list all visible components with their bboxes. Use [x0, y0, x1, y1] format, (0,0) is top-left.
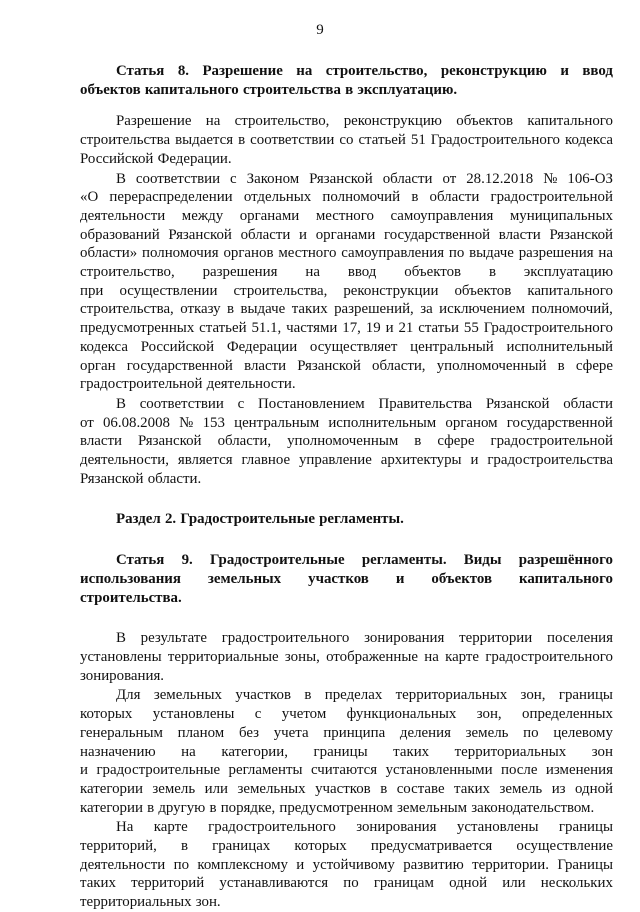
- text-line: кодекса Российской Федерации осуществляет центральный исполнительный: [80, 338, 613, 355]
- text-line: В соответствии с Постановлением Правительства Рязанской области: [116, 395, 613, 412]
- text-line: деятельности между органами местного самоуправления муниципальных: [80, 207, 613, 224]
- text-line: объектов капитального строительства в эксплуатацию.: [80, 81, 458, 98]
- article-8-heading: [80, 62, 613, 99]
- article-9-paragraph-3: [80, 818, 613, 912]
- article-9-paragraph-1: [80, 629, 613, 685]
- text-line: категории земель или земельных участков в составе таких земель из одной: [80, 780, 613, 797]
- text-line: строительства выдается в соответствии со статьей 51 Градостроительного кодекса: [80, 132, 613, 149]
- text-line: и градостроительные регламенты считаются установленными после изменения: [80, 762, 613, 779]
- text-line: территорий, в границах которых предусматривается осуществление: [80, 838, 613, 855]
- text-line: Для земельных участков в пределах территориальных зон, границы: [116, 687, 613, 704]
- text-line: территориальных зон.: [80, 894, 221, 911]
- text-line: В соответствии с Законом Рязанской области от 28.12.2018 № 106-ОЗ: [116, 170, 613, 187]
- article-9-heading: [80, 551, 613, 607]
- text-line: предусмотренных статьей 51.1, частями 17, 19 и 21 статьи 55 Градостроительного: [80, 320, 613, 337]
- text-line: установлены территориальные зоны, отображенные на карте градостроительного: [80, 648, 613, 665]
- text-line: при осуществлении строительства, реконструкции объектов капитального: [80, 282, 613, 299]
- text-line: орган государственной власти Рязанской области, уполномоченный в сфере: [80, 357, 613, 374]
- text-line: Российской Федерации.: [80, 150, 232, 167]
- text-line: власти Рязанской области, уполномоченным в сфере градостроительной: [80, 433, 613, 450]
- article-8-paragraph-3: [80, 395, 613, 489]
- text-line: таких территорий устанавливаются по границам одной или нескольких: [80, 875, 613, 892]
- text-line: строительство, разрешения на ввод объектов в эксплуатацию: [80, 264, 613, 281]
- section-2-heading: [80, 510, 613, 529]
- text-line: зонирования.: [80, 667, 165, 684]
- text-line: На карте градостроительного зонирования установлены границы: [116, 819, 613, 836]
- article-9-paragraph-2: [80, 686, 613, 817]
- document-body: [80, 62, 613, 912]
- text-line: строительства.: [80, 589, 182, 606]
- text-line: Раздел 2. Градостроительные регламенты.: [116, 511, 404, 528]
- text-line: от 06.08.2008 № 153 центральным исполнительным органом государственной: [80, 414, 613, 431]
- text-line: В результате градостроительного зонирования территории поселения: [116, 630, 613, 647]
- text-line: деятельности, является главное управление архитектуры и градостроительства: [80, 452, 613, 469]
- text-line: которых установлены с учетом функциональных зон, определенных: [80, 706, 613, 723]
- article-8-paragraph-2: [80, 170, 613, 394]
- text-line: градостроительной деятельности.: [80, 376, 296, 393]
- text-line: назначению на категории, границы таких территориальных зон: [80, 743, 613, 760]
- text-line: Разрешение на строительство, реконструкцию объектов капитального: [116, 113, 613, 130]
- text-line: Статья 8. Разрешение на строительство, реконструкцию и ввод: [116, 63, 613, 79]
- text-line: Статья 9. Градостроительные регламенты. Виды разрешённого: [116, 552, 613, 569]
- text-line: деятельности по комплексному и устойчивому развитию территории. Границы: [80, 856, 613, 873]
- article-8-paragraph-1: [80, 112, 613, 168]
- text-line: генеральным планом без учета принципа деления земель по целевому: [80, 724, 613, 741]
- text-line: строительства, отказу в выдаче таких разрешений, за исключением полномочий,: [80, 301, 613, 318]
- text-line: области» полномочия органов местного самоуправления по выдаче разрешения на: [80, 245, 613, 262]
- text-line: «О перераспределении отдельных полномочий в области градостроительной: [80, 189, 613, 206]
- page-number: 9: [316, 22, 324, 38]
- text-line: использования земельных участков и объектов капитального: [80, 570, 613, 587]
- text-line: образований Рязанской области и органами государственной власти Рязанской: [80, 226, 613, 243]
- text-line: Рязанской области.: [80, 470, 202, 487]
- text-line: категории в другую в порядке, предусмотренном земельным законодательством.: [80, 799, 595, 816]
